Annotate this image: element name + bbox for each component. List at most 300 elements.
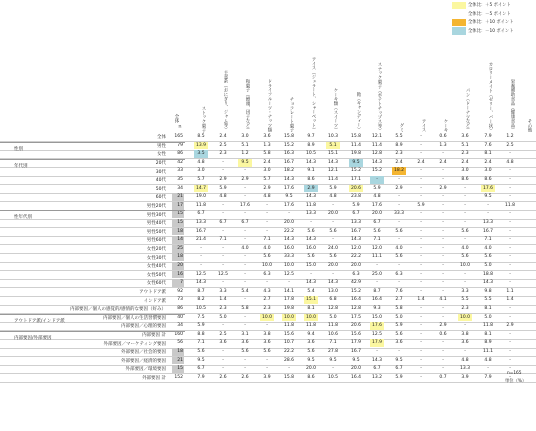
table-cell: -: [244, 237, 246, 243]
legend-item: [452, 1, 534, 10]
table-cell: 4.0: [461, 245, 469, 251]
legend-label: 全体比：＋5 ポイント: [468, 3, 511, 9]
table-cell: -: [244, 280, 246, 286]
table-cell: 10.0: [459, 263, 471, 268]
row-label: 30代: [155, 169, 166, 175]
legend: [452, 1, 534, 35]
row-label: 女性40代: [146, 264, 166, 270]
table-cell: -: [509, 366, 511, 372]
table-cell: 7.9: [484, 134, 492, 139]
row-label: 内部要因／個人の感覚的/感情的な要因（好み）: [69, 307, 166, 313]
table-cell: 5.1: [461, 142, 469, 148]
table-cell: -: [464, 349, 466, 354]
table-cell: -: [222, 366, 224, 372]
table-cell: -: [222, 159, 224, 165]
table-cell: -: [487, 366, 489, 372]
table-cell: -: [420, 357, 422, 363]
table-cell: 1.2: [506, 134, 514, 139]
table-cell: 7.1: [484, 237, 492, 243]
table-cell: -: [332, 271, 334, 277]
table-cell: 3.0: [263, 168, 271, 174]
table-cell: 22.2: [350, 254, 362, 260]
table-cell: -: [509, 151, 511, 157]
row-label: 外部要因／環境要因: [125, 367, 166, 373]
column-header-label: カロリーメイト（ゼリー、バー状）: [488, 61, 493, 132]
table-cell: -: [509, 220, 511, 225]
table-cell: 4.8: [461, 357, 469, 363]
legend-item: [452, 27, 534, 36]
row-n: 86: [177, 306, 183, 311]
table-cell: 5.9: [219, 185, 227, 191]
row-label: アウトドア派: [139, 289, 166, 295]
legend-swatch: [452, 27, 466, 34]
column-header: [371, 54, 382, 132]
table-cell: 5.0: [484, 314, 492, 320]
table-cell: -: [420, 245, 422, 251]
table-cell: 6.7: [197, 366, 205, 372]
table-cell: 5.6: [395, 331, 403, 337]
row-label: 50代: [155, 186, 166, 192]
table-cell: 3.8: [461, 331, 469, 337]
table-cell: -: [332, 202, 334, 208]
column-header-label: チョコレート菓子: [289, 96, 294, 132]
table-cell: 14.3: [327, 159, 339, 165]
row-label: インドア派: [143, 298, 166, 304]
table-cell: -: [420, 151, 422, 157]
table-cell: 24.0: [327, 245, 339, 251]
table-cell: -: [464, 323, 466, 329]
table-cell: 2.6: [241, 374, 249, 380]
row-label: 60代: [155, 195, 166, 201]
table-cell: 5.8: [263, 151, 271, 157]
table-cell: 23.8: [350, 194, 362, 200]
table-cell: 5.8: [241, 306, 249, 311]
table-cell: -: [222, 280, 224, 286]
table-cell: -: [509, 357, 511, 363]
table-cell: 10.0: [283, 314, 295, 320]
table-cell: -: [509, 306, 511, 311]
row-n: 34: [177, 185, 183, 191]
table-cell: 13.3: [305, 211, 317, 217]
table-cell: 5.1: [241, 142, 249, 148]
table-cell: 13.0: [327, 288, 339, 294]
table-cell: -: [442, 211, 444, 217]
table-cell: -: [376, 263, 378, 268]
table-cell: -: [509, 185, 511, 191]
legend-label: 全体比：－5 ポイント: [468, 11, 511, 17]
table-cell: 14.1: [283, 288, 295, 294]
table-cell: 28.6: [283, 357, 295, 363]
table-cell: 1.2: [241, 151, 249, 157]
table-cell: 17.8: [283, 297, 295, 303]
table-cell: 5.4: [307, 288, 315, 294]
table-cell: 17.9: [371, 340, 383, 346]
column-header-label: グミ: [399, 123, 404, 132]
table-cell: 1.4: [506, 297, 514, 303]
table-cell: -: [509, 349, 511, 354]
table-cell: 10.5: [327, 374, 339, 380]
table-cell: 10.3: [327, 134, 339, 139]
row-label: 全体: [157, 135, 166, 141]
table-cell: 6.7: [373, 220, 381, 225]
table-cell: 16.7: [350, 228, 362, 234]
table-cell: 6.3: [352, 271, 360, 277]
table-cell: 11.8: [504, 202, 516, 208]
table-cell: 5.6: [241, 349, 249, 354]
table-cell: 10.5: [195, 306, 207, 311]
row-n: 25: [172, 245, 184, 253]
table-cell: 2.3: [461, 151, 469, 157]
table-cell: 9.4: [307, 331, 315, 337]
table-cell: 7.9: [197, 374, 205, 380]
table-cell: 5.0: [219, 314, 227, 320]
footer-unit: 単位（%）: [505, 379, 527, 384]
table-cell: 5.6: [263, 254, 271, 260]
table-cell: -: [398, 349, 400, 354]
table-cell: 14.3: [482, 280, 494, 286]
legend-label: 全体比：－10 ポイント: [468, 29, 514, 35]
table-cell: 19.8: [283, 306, 295, 311]
table-cell: -: [509, 314, 511, 320]
table-cell: -: [442, 151, 444, 157]
table-cell: 8.9: [307, 142, 315, 148]
table-cell: 2.3: [219, 306, 227, 311]
table-cell: -: [487, 202, 489, 208]
table-cell: 8.1: [307, 306, 315, 311]
group-label: アウトドア派/インドア派: [14, 318, 65, 324]
table-cell: 2.4: [219, 134, 227, 139]
table-cell: 5.9: [373, 185, 381, 191]
table-cell: 2.4: [484, 159, 492, 165]
table-cell: -: [398, 202, 400, 208]
table-cell: 6.7: [352, 211, 360, 217]
table-cell: -: [420, 288, 422, 294]
table-cell: 8.2: [197, 297, 205, 303]
table-cell: 3.6: [461, 134, 469, 139]
row-label: 女性50代: [146, 272, 166, 278]
table-cell: 12.0: [371, 245, 383, 251]
table-cell: -: [442, 357, 444, 363]
table-cell: 7.9: [484, 374, 492, 380]
table-cell: 16.3: [283, 151, 295, 157]
table-cell: -: [310, 271, 312, 277]
table-cell: 2.9: [506, 323, 514, 329]
column-header-label: 主食系（おにぎり、ジャム等）: [223, 70, 228, 132]
table-cell: -: [509, 194, 511, 200]
column-header: [305, 54, 316, 132]
table-cell: -: [288, 211, 290, 217]
table-cell: -: [420, 331, 422, 337]
table-cell: -: [398, 263, 400, 268]
table-cell: 8.1: [484, 306, 492, 311]
table-cell: -: [442, 263, 444, 268]
table-cell: 7.1: [197, 340, 205, 346]
table-cell: -: [244, 297, 246, 303]
table-cell: 15.1: [327, 151, 339, 157]
table-cell: -: [420, 211, 422, 217]
group-label: 性年代別: [14, 215, 32, 221]
table-cell: 12.5: [195, 271, 207, 277]
table-cell: 4.8: [329, 194, 337, 200]
table-cell: -: [464, 237, 466, 243]
column-header: [504, 54, 515, 132]
table-cell: 17.5: [350, 314, 362, 320]
table-cell: 9.5: [285, 194, 293, 200]
table-cell: 12.8: [327, 306, 339, 311]
table-cell: 20.0: [305, 366, 317, 372]
table-cell: -: [509, 168, 511, 174]
table-cell: 1.4: [219, 297, 227, 303]
table-cell: 17.1: [350, 177, 362, 182]
row-n: 21: [172, 357, 184, 365]
table-row: [0, 374, 536, 383]
table-cell: 5.5: [461, 297, 469, 303]
table-cell: 16.7: [350, 349, 362, 354]
table-cell: -: [442, 254, 444, 260]
table-cell: 9.5: [307, 357, 315, 363]
table-cell: -: [464, 185, 466, 191]
table-cell: 1.1: [506, 288, 514, 294]
table-cell: -: [222, 228, 224, 234]
table-cell: 2.9: [263, 185, 271, 191]
row-n: 14: [172, 236, 184, 244]
column-header: [217, 54, 228, 132]
table-cell: 17.6: [371, 323, 383, 329]
table-cell: -: [509, 177, 511, 182]
table-cell: -: [310, 220, 312, 225]
row-n: 165: [174, 134, 183, 139]
table-cell: -: [288, 366, 290, 372]
table-cell: -: [266, 220, 268, 225]
table-cell: 16.0: [305, 245, 317, 251]
table-cell: 8.6: [307, 374, 315, 380]
table-cell: 11.1: [371, 254, 383, 260]
table-cell: -: [244, 185, 246, 191]
table-cell: -: [398, 194, 400, 200]
table-cell: 16.0: [283, 245, 295, 251]
legend-label: 全体比：＋10 ポイント: [468, 20, 514, 26]
row-n: 15: [172, 219, 184, 227]
table-cell: 5.0: [484, 263, 492, 268]
table-cell: 8.7: [373, 288, 381, 294]
table-cell: 5.6: [395, 254, 403, 260]
column-header-label: 栄養補助食品（健康食品）: [510, 79, 515, 132]
table-cell: -: [244, 366, 246, 372]
table-cell: 13.3: [195, 220, 207, 225]
table-cell: 5.6: [329, 254, 337, 260]
table-cell: 2.3: [263, 306, 271, 311]
table-cell: -: [509, 211, 511, 217]
table-cell: -: [244, 323, 246, 329]
table-cell: 3.9: [461, 374, 469, 380]
table-cell: 11.8: [305, 202, 317, 208]
table-cell: 3.5: [194, 150, 208, 158]
table-cell: 11.8: [195, 202, 207, 208]
table-cell: -: [370, 176, 384, 184]
table-cell: 2.4: [263, 159, 271, 165]
row-n: 79: [177, 142, 183, 148]
row-n: 21: [172, 193, 184, 201]
column-header-label: パン（ドーナツなど）: [465, 88, 470, 132]
table-cell: 8.9: [395, 142, 403, 148]
table-cell: -: [442, 288, 444, 294]
row-n: 34: [177, 323, 183, 329]
column-header: [521, 54, 532, 132]
table-cell: 4.8: [219, 194, 227, 200]
table-cell: -: [442, 228, 444, 234]
row-label: 外部要因／経済的要因: [121, 358, 166, 364]
table-cell: 33.3: [283, 254, 295, 260]
legend-swatch: [452, 10, 466, 17]
table-cell: 13.9: [195, 142, 207, 148]
table-cell: -: [222, 263, 224, 268]
row-label: 20代: [155, 160, 166, 166]
table-cell: 2.3: [219, 151, 227, 157]
table-cell: 4.8: [197, 159, 205, 165]
group-separator: [0, 159, 185, 160]
table-cell: -: [420, 306, 422, 311]
table-cell: 14.3: [371, 357, 383, 363]
table-cell: -: [420, 228, 422, 234]
table-cell: 13.3: [482, 220, 494, 225]
table-cell: -: [222, 323, 224, 329]
table-cell: -: [509, 254, 511, 260]
table-cell: -: [442, 237, 444, 243]
table-cell: 5.7: [263, 177, 271, 182]
group-label: 年代別: [14, 163, 28, 169]
table-cell: 2.6: [219, 374, 227, 380]
row-n: 40: [177, 314, 183, 320]
column-header-label: その他: [527, 118, 532, 132]
column-header: [459, 54, 470, 132]
table-cell: -: [266, 323, 268, 329]
row-n: 33: [177, 168, 183, 174]
table-cell: 3.3: [461, 288, 469, 294]
table-cell: -: [509, 331, 511, 337]
table-cell: -: [509, 271, 511, 277]
table-cell: 27.8: [327, 349, 339, 354]
table-cell: 4.0: [241, 245, 249, 251]
row-n: 18: [172, 253, 184, 261]
table-cell: -: [420, 280, 422, 286]
table-cell: 5.5: [395, 134, 403, 139]
group-label: 性別: [14, 146, 23, 152]
table-cell: 7.5: [197, 314, 205, 320]
table-cell: 4.8: [263, 194, 271, 200]
table-cell: 2.3: [395, 151, 403, 157]
table-cell: 17.6: [482, 185, 494, 191]
table-cell: 9.5: [329, 357, 337, 363]
table-cell: 5.6: [307, 254, 315, 260]
table-cell: -: [420, 349, 422, 354]
table-cell: 14.3: [305, 280, 317, 286]
table-cell: 7.6: [484, 142, 492, 148]
table-cell: 25.0: [371, 271, 383, 277]
table-cell: -: [420, 263, 422, 268]
table-cell: -: [420, 314, 422, 320]
table-cell: -: [266, 211, 268, 217]
table-cell: 5.9: [395, 374, 403, 380]
table-cell: 16.4: [350, 297, 362, 303]
table-cell: -: [464, 220, 466, 225]
table-cell: 4.8: [373, 194, 381, 200]
table-cell: 5.6: [263, 349, 271, 354]
table-cell: 33.3: [393, 211, 405, 217]
table-cell: 14.3: [283, 177, 295, 182]
table-cell: -: [442, 245, 444, 251]
row-label: 外部要因 計: [142, 375, 166, 381]
table-cell: 5.6: [307, 349, 315, 354]
table-cell: -: [376, 280, 378, 286]
table-cell: 5.5: [484, 297, 492, 303]
table-cell: 2.9: [439, 185, 447, 191]
table-cell: -: [222, 254, 224, 260]
row-label: 外部要因／マーケティング要因: [103, 341, 166, 347]
table-cell: 3.6: [461, 340, 469, 346]
row-label: 男性50代: [146, 229, 166, 235]
table-cell: -: [464, 194, 466, 200]
table-cell: 8.5: [197, 134, 205, 139]
column-header-label: ケーキ: [443, 118, 448, 132]
table-cell: 3.8: [263, 331, 271, 337]
table-cell: -: [420, 323, 422, 329]
column-header-label: アイス: [421, 118, 426, 132]
table-cell: 5.6: [395, 228, 403, 234]
table-cell: 15.0: [305, 263, 317, 268]
table-cell: 15.8: [283, 134, 295, 139]
row-label: 男性60代: [146, 238, 166, 244]
table-cell: 10.0: [261, 314, 273, 320]
table-cell: -: [442, 340, 444, 346]
table-cell: -: [464, 202, 466, 208]
table-cell: -: [442, 177, 444, 182]
legend-item: [452, 10, 534, 19]
table-cell: 2.5: [219, 142, 227, 148]
table-cell: 20.0: [327, 211, 339, 217]
table-cell: 14.3: [305, 237, 317, 243]
row-n: 160: [174, 331, 183, 337]
table-cell: 0.6: [439, 331, 447, 337]
table-cell: 5.7: [197, 177, 205, 182]
table-cell: 19.0: [195, 194, 207, 200]
table-cell: 11.8: [283, 323, 295, 329]
table-cell: -: [509, 374, 511, 380]
table-cell: 13.3: [350, 220, 362, 225]
table-cell: 15.8: [283, 374, 295, 380]
table-cell: -: [222, 168, 224, 174]
column-header: [283, 54, 294, 132]
table-cell: 0.6: [439, 134, 447, 139]
table-cell: 8.8: [197, 331, 205, 337]
column-header-label: アイス（ジェラート、シャーベット）: [311, 57, 316, 132]
table-cell: 8.1: [484, 151, 492, 157]
table-cell: 17.6: [283, 202, 295, 208]
table-cell: -: [244, 254, 246, 260]
table-cell: 5.8: [395, 306, 403, 311]
table-cell: 9.5: [352, 357, 360, 363]
table-cell: 2.9: [241, 177, 249, 182]
table-cell: 1.4: [417, 297, 425, 303]
table-cell: 10.0: [459, 314, 471, 320]
table-cell: -: [244, 211, 246, 217]
table-cell: -: [420, 340, 422, 346]
table-cell: 16.4: [371, 297, 383, 303]
group-label: 内部要因/外部要因: [14, 335, 52, 341]
table-cell: 10.0: [261, 263, 273, 268]
table-cell: -: [442, 194, 444, 200]
table-cell: 10.0: [305, 314, 317, 320]
table-cell: 6.3: [395, 271, 403, 277]
